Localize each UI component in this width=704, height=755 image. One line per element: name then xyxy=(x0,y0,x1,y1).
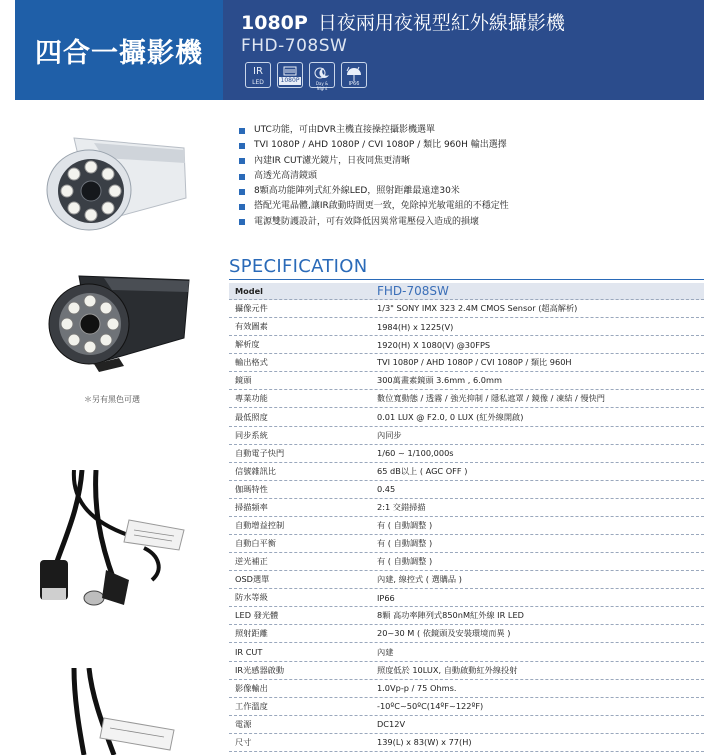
spec-key: 尺寸 xyxy=(235,736,252,747)
spec-value: DC12V xyxy=(377,719,406,730)
spec-value: IP66 xyxy=(377,592,395,603)
spec-value: 1984(H) x 1225(V) xyxy=(377,321,454,332)
spec-key: 最低照度 xyxy=(235,411,268,422)
spec-row xyxy=(229,354,704,372)
spec-key: 自動白平衡 xyxy=(235,538,276,549)
spec-key: 伽瑪特性 xyxy=(235,483,268,494)
spec-key: LED 發光體 xyxy=(235,610,279,621)
spec-row xyxy=(229,390,704,408)
bullet-icon xyxy=(239,174,245,180)
spec-row xyxy=(229,336,704,354)
feature-item: 搭配光電晶體,讓IR啟動時間更一致，免除掉光敏電組的不穩定性 xyxy=(239,199,699,214)
spec-header-row xyxy=(229,283,704,300)
product-title-prefix: 1080P xyxy=(241,12,308,34)
spec-value: 有 ( 自動調整 ) xyxy=(377,538,433,549)
spec-key: 影像輸出 xyxy=(235,682,268,693)
spec-row xyxy=(229,680,704,698)
spec-key: IR光感器啟動 xyxy=(235,664,285,675)
spec-row xyxy=(229,589,704,607)
spec-row xyxy=(229,517,704,535)
ip66-icon: IP66 xyxy=(341,62,367,88)
spec-row xyxy=(229,445,704,463)
spec-value: 8顆 高功率陣列式850nM紅外線 IR LED xyxy=(377,610,524,621)
spec-key: 解析度 xyxy=(235,339,260,350)
spec-row xyxy=(229,625,704,643)
ir-led-icon: IR LED xyxy=(245,62,271,88)
spec-value: 有 ( 自動調整 ) xyxy=(377,556,433,567)
spec-value: 0.45 xyxy=(377,484,396,495)
feature-item: 電源雙防護設計，可有效降低因異常電壓侵入造成的損壞 xyxy=(239,215,699,230)
feature-item: 內建IR CUT濾光鏡片，日夜同焦更清晰 xyxy=(239,154,699,169)
spec-row xyxy=(229,300,704,318)
product-title-rest: 日夜兩用夜視型紅外線攝影機 xyxy=(317,12,565,34)
spec-value: TVI 1080P / AHD 1080P / CVI 1080P / 類比 960H xyxy=(377,357,572,368)
spec-value: 1/60 ~ 1/100,000s xyxy=(377,448,454,459)
product-title xyxy=(241,8,565,35)
spec-key: 掃描頻率 xyxy=(235,501,268,512)
spec-heading: SPECIFICATION xyxy=(229,256,368,277)
spec-row xyxy=(229,499,704,517)
feature-item: TVI 1080P / AHD 1080P / CVI 1080P / 類比 960H 輸出選擇 xyxy=(239,138,699,153)
spec-header-value: FHD-708SW xyxy=(377,284,449,298)
color-option-note: ＊另有黑色可選 xyxy=(84,395,140,404)
spec-key: OSD選單 xyxy=(235,574,270,585)
spec-key: 防水等級 xyxy=(235,592,268,603)
spec-row xyxy=(229,463,704,481)
spec-row xyxy=(229,408,704,426)
spec-value: 內同步 xyxy=(377,429,402,440)
spec-row xyxy=(229,535,704,553)
spec-value: 20~30 M ( 依鏡頭及安裝環境而異 ) xyxy=(377,628,511,639)
spec-value: 1/3" SONY IMX 323 2.4M CMOS Sensor (超高解析) xyxy=(377,303,578,314)
spec-value: 有 ( 自動調整 ) xyxy=(377,519,433,530)
spec-value: 139(L) x 83(W) x 77(H) xyxy=(377,737,472,748)
feature-item: UTC功能，可由DVR主機直接操控攝影機選單 xyxy=(239,123,699,138)
spec-key: 自動增益控制 xyxy=(235,519,285,530)
spec-row xyxy=(229,662,704,680)
spec-row xyxy=(229,481,704,499)
bullet-icon xyxy=(239,128,245,134)
bullet-icon xyxy=(239,204,245,210)
spec-row xyxy=(229,698,704,716)
bullet-icon xyxy=(239,189,245,195)
spec-value: 照度低於 10LUX, 自動啟動紅外線投射 xyxy=(377,664,518,675)
spec-value: 內建 xyxy=(377,646,394,657)
spec-key: 工作溫度 xyxy=(235,700,268,711)
spec-key: 專業功能 xyxy=(235,393,268,404)
spec-value: 2:1 交錯掃描 xyxy=(377,501,426,512)
spec-row xyxy=(229,372,704,390)
spec-key: 攝像元件 xyxy=(235,303,268,314)
spec-key: 逆光補正 xyxy=(235,556,268,567)
spec-value: 300萬畫素鏡頭 3.6mm , 6.0mm xyxy=(377,375,502,386)
spec-value: 0.01 LUX @ F2.0, 0 LUX (紅外線開啟) xyxy=(377,411,524,422)
category-title: 四合一攝影機 xyxy=(35,37,203,69)
1080p-icon: 1080P xyxy=(277,62,303,88)
spec-row xyxy=(229,607,704,625)
feature-item: 高透光高清鏡頭 xyxy=(239,169,699,184)
spec-row xyxy=(229,643,704,661)
spec-key: 鏡頭 xyxy=(235,375,252,386)
spec-row xyxy=(229,571,704,589)
bullet-icon xyxy=(239,143,245,149)
spec-table xyxy=(229,283,704,752)
spec-value: 1.0Vp-p / 75 Ohms. xyxy=(377,683,457,694)
spec-key: 電源 xyxy=(235,718,252,729)
black-camera-photo xyxy=(34,268,194,378)
feature-item: 8顆高功能陣列式紅外線LED，照射距離最遠達30米 xyxy=(239,184,699,199)
spec-key: 有效圖素 xyxy=(235,321,268,332)
spec-row xyxy=(229,553,704,571)
spec-key: 信號雜訊比 xyxy=(235,465,276,476)
spec-value: -10ºC~50ºC(14ºF~122ºF) xyxy=(377,701,484,712)
category-banner xyxy=(15,0,223,100)
spec-divider xyxy=(229,279,704,280)
spec-key: IR CUT xyxy=(235,647,263,658)
spec-value: 65 dB以上 ( AGC OFF ) xyxy=(377,465,468,476)
feature-list xyxy=(239,123,699,230)
cable-connectors-photo-2 xyxy=(34,668,194,755)
spec-row xyxy=(229,318,704,336)
spec-row xyxy=(229,734,704,752)
spec-key: 照射距離 xyxy=(235,628,268,639)
spec-value: 1920(H) X 1080(V) @30FPS xyxy=(377,339,491,350)
feature-badges xyxy=(245,62,367,91)
bullet-icon xyxy=(239,158,245,164)
cable-connectors-photo xyxy=(34,470,194,620)
product-header xyxy=(223,0,704,100)
spec-key: 輸出格式 xyxy=(235,357,268,368)
bullet-icon xyxy=(239,219,245,225)
spec-key: 同步系統 xyxy=(235,429,268,440)
spec-value: 數位寬動態 / 透霧 / 強光抑制 / 隱私遮罩 / 鏡像 / 凍結 / 慢快門 xyxy=(377,393,605,404)
spec-value: 內建, 線控式 ( 選購品 ) xyxy=(377,574,462,585)
white-camera-photo xyxy=(34,128,194,238)
spec-key: 自動電子快門 xyxy=(235,447,285,458)
spec-header-key: Model xyxy=(235,286,263,296)
spec-row xyxy=(229,427,704,445)
spec-row xyxy=(229,716,704,734)
product-model: FHD-708SW xyxy=(241,36,348,56)
day-night-icon: Day & Night xyxy=(309,62,335,88)
